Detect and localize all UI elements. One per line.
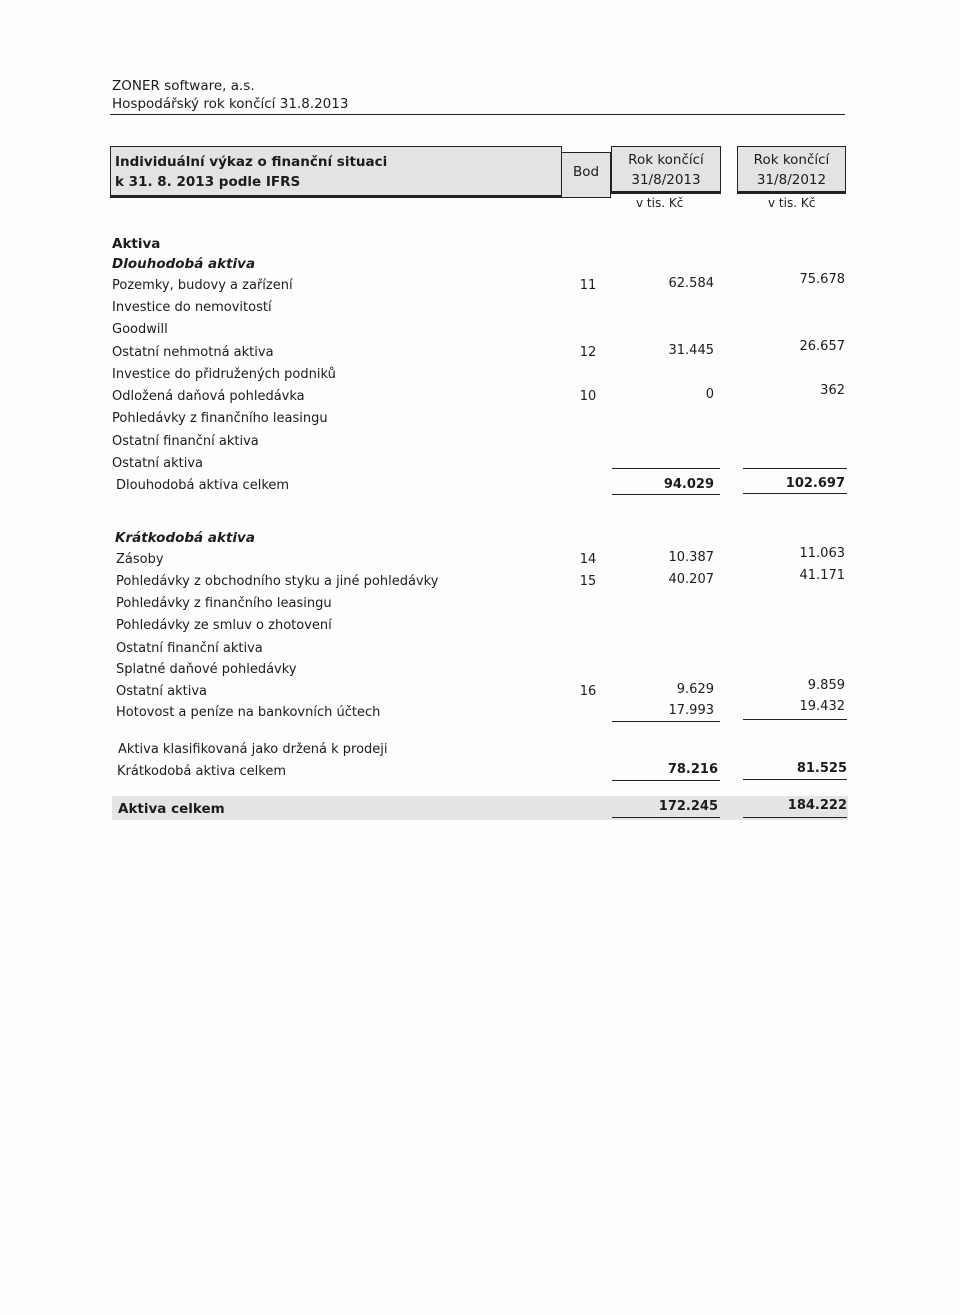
- grand-total-label: Aktiva celkem: [118, 801, 225, 817]
- grand-total-underline-2012: [743, 817, 847, 818]
- fiscal-year: Hospodářský rok končící 31.8.2013: [112, 96, 349, 112]
- row-value-2013: 0: [705, 387, 714, 402]
- bod-header: [561, 152, 611, 198]
- row-label: Pohledávky z finančního leasingu: [116, 596, 332, 611]
- row-value-2012: 11.063: [799, 546, 845, 561]
- row-bod: 11: [579, 278, 597, 293]
- short-term-heading: Krátkodobá aktiva: [115, 530, 255, 546]
- grand-total-underline-2013: [612, 817, 720, 818]
- year-2013-header-line1: Rok končící: [628, 152, 704, 168]
- row-value-2013: 31.445: [668, 343, 714, 358]
- statement-title-line2: k 31. 8. 2013 podle IFRS: [115, 174, 301, 190]
- row-label: Hotovost a peníze na bankovních účtech: [116, 705, 381, 720]
- statement-title-line1: Individuální výkaz o finanční situaci: [115, 154, 388, 170]
- held-for-sale-label: Aktiva klasifikovaná jako držená k prodeji: [118, 742, 388, 757]
- row-label: Ostatní finanční aktiva: [112, 434, 259, 449]
- st-cash-line-2012: [743, 719, 847, 720]
- row-value-2013: 40.207: [668, 572, 714, 587]
- row-value-2012: 9.859: [807, 678, 845, 693]
- row-bod: 15: [579, 574, 597, 589]
- row-value-2012: 75.678: [799, 272, 845, 287]
- row-value-2013: 10.387: [668, 550, 714, 565]
- statement-title-box: [110, 146, 562, 198]
- row-value-2012: 19.432: [799, 699, 845, 714]
- year-2012-header-line1: Rok končící: [753, 152, 830, 168]
- row-label: Ostatní aktiva: [116, 684, 208, 699]
- lt-subtotal-line-2013: [612, 468, 720, 469]
- row-label: Pohledávky z obchodního styku a jiné pohledávky: [116, 574, 439, 589]
- long-term-heading: Dlouhodobá aktiva: [112, 256, 256, 272]
- row-bod: 10: [579, 389, 597, 404]
- row-label: Ostatní nehmotná aktiva: [112, 345, 274, 360]
- year-2012-header-line2: 31/8/2012: [756, 172, 827, 188]
- row-value-2012: 362: [820, 383, 845, 398]
- row-label: Pozemky, budovy a zařízení: [112, 278, 293, 293]
- grand-total-2013: 172.245: [658, 799, 718, 814]
- row-value-2013: 9.629: [676, 682, 714, 697]
- lt-total-underline-2012: [743, 493, 847, 494]
- short-term-total-2013: 78.216: [667, 762, 718, 777]
- row-label: Investice do nemovitostí: [112, 300, 272, 315]
- row-label: Pohledávky z finančního leasingu: [112, 411, 328, 426]
- row-value-2012: 26.657: [799, 339, 845, 354]
- row-label: Investice do přidružených podniků: [112, 367, 336, 382]
- short-term-total-label: Krátkodobá aktiva celkem: [117, 764, 286, 779]
- st-total-underline-2012: [743, 779, 847, 780]
- long-term-total-2013: 94.029: [663, 477, 714, 492]
- lt-subtotal-line-2012: [743, 468, 847, 469]
- unit-2012: v tis. Kč: [768, 196, 816, 210]
- row-label: Goodwill: [112, 322, 168, 337]
- row-label: Ostatní aktiva: [112, 456, 204, 471]
- lt-total-underline-2013: [612, 494, 720, 495]
- row-value-2013: 62.584: [668, 276, 714, 291]
- long-term-total-2012: 102.697: [785, 476, 845, 491]
- row-label: Pohledávky ze smluv o zhotovení: [116, 618, 332, 633]
- grand-total-2012: 184.222: [787, 798, 847, 813]
- year-2013-header: [611, 146, 721, 194]
- row-bod: 16: [579, 684, 597, 699]
- unit-2013: v tis. Kč: [636, 196, 684, 210]
- row-bod: 14: [579, 552, 597, 567]
- row-value-2013: 17.993: [668, 703, 714, 718]
- row-value-2012: 41.171: [799, 568, 845, 583]
- st-cash-line-2013: [612, 721, 720, 722]
- aktiva-heading: Aktiva: [112, 236, 161, 252]
- year-2013-header-line2: 31/8/2013: [631, 172, 701, 188]
- long-term-total-label: Dlouhodobá aktiva celkem: [116, 478, 290, 493]
- company-name: ZONER software, a.s.: [112, 78, 255, 94]
- row-label: Zásoby: [116, 552, 164, 567]
- row-label: Odložená daňová pohledávka: [112, 389, 305, 404]
- header-underline: [110, 114, 845, 115]
- year-2012-header: [737, 146, 846, 194]
- row-bod: 12: [579, 345, 597, 360]
- short-term-total-2012: 81.525: [796, 761, 847, 776]
- row-label: Ostatní finanční aktiva: [116, 641, 263, 656]
- st-total-underline-2013: [612, 780, 720, 781]
- row-label: Splatné daňové pohledávky: [116, 662, 297, 677]
- bod-header-label: Bod: [572, 164, 600, 180]
